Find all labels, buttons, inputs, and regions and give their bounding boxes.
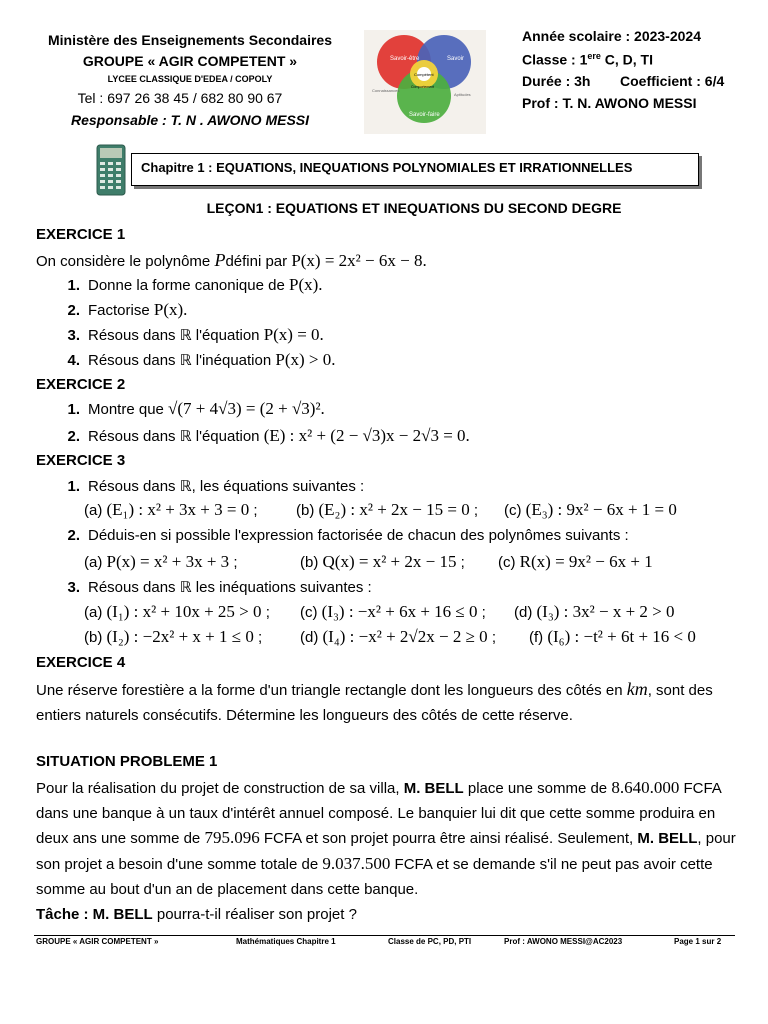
sit-text: FCFA et son projet pourra être ainsi réalisé. Seulement,: [259, 830, 638, 848]
ministry-name: Ministère des Enseignements Secondaires: [48, 32, 332, 48]
part-label: (b): [296, 502, 315, 519]
ex1-intro-math: P(x) = 2x² − 6x − 8.: [291, 251, 427, 270]
sit-amount: 8.640.000: [611, 778, 680, 797]
part-math: (I₄) : −x² + 2√2x − 2 ≥ 0: [322, 627, 488, 646]
class-sup: ere: [587, 51, 601, 61]
part-sep: ;: [265, 604, 270, 621]
part-label: (d): [300, 629, 319, 646]
part-label: (f): [529, 629, 544, 646]
ex3-q3-a: [84, 602, 270, 622]
item-text: Résous dans ℝ l'équation: [88, 428, 264, 445]
item-math: √(7 + 4√3) = (2 + √3)².: [168, 399, 325, 418]
item-text: Résous dans ℝ les inéquations suivantes :: [88, 579, 372, 596]
school-year: Année scolaire : 2023-2024: [522, 28, 701, 44]
item-math: P(x).: [288, 275, 323, 294]
item-text: Donne la forme canonique de: [88, 277, 289, 294]
school-name: LYCEE CLASSIQUE D'EDEA / COPOLY: [107, 74, 273, 84]
part-math: (I₃) : −x² + 6x + 16 ≤ 0: [321, 602, 478, 621]
logo-label-savoir-faire: Savoir-faire: [409, 112, 440, 118]
ex2-item-2: [36, 426, 470, 446]
item-text: Factorise: [88, 302, 154, 319]
footer-prof: Prof : AWONO MESSI@AC2023: [504, 937, 623, 946]
chapter-title: Chapitre 1 : EQUATIONS, INEQUATIONS POLYNOMIALES ET IRRATIONNELLES: [141, 160, 633, 175]
ex1-item-3: [36, 325, 324, 345]
ex1-intro-text2: défini par: [225, 253, 292, 270]
item-number: 2.: [67, 302, 80, 319]
part-label: (a): [84, 604, 103, 621]
ex1-item-2: [36, 300, 187, 320]
part-label: (c): [300, 604, 318, 621]
item-text: Résous dans ℝ, les équations suivantes :: [88, 478, 365, 495]
chapter-box: [131, 153, 699, 186]
item-text: Résous dans ℝ l'équation: [88, 327, 264, 344]
sit-name: M. BELL: [403, 780, 464, 797]
sit-text: Pour la réalisation du projet de construction de sa villa,: [36, 780, 404, 797]
item-text: Déduis-en si possible l'expression factorisée de chacun des polynômes suivants :: [88, 527, 629, 544]
ex3-q2-a: [84, 552, 238, 572]
sit-amount: 9.037.500: [322, 854, 391, 874]
logo-label-savoir-etre: Savoir-être: [390, 56, 420, 62]
logo-label-aptitudes: Aptitudes: [454, 92, 471, 97]
ex1-intro-var: P: [214, 250, 226, 270]
ex3-q3-f: [529, 627, 696, 647]
item-text: Montre que: [88, 401, 169, 418]
item-number: 1.: [67, 401, 80, 418]
coefficient: Coefficient : 6/4: [620, 73, 725, 89]
sit-task-text: pourra-t-il réaliser son projet ?: [152, 905, 357, 923]
footer-subject: Mathématiques Chapitre 1: [236, 937, 336, 946]
exercise-2-title: EXERCICE 2: [36, 376, 126, 393]
ex3-q1-a: [84, 500, 258, 520]
ex3-q3-d: [514, 602, 675, 622]
part-sep: ;: [460, 554, 465, 571]
ex3-q2-b: [300, 552, 465, 572]
part-math: (I₂) : −2x² + x + 1 ≤ 0: [106, 627, 254, 646]
footer-page: Page 1 sur 2: [674, 937, 722, 946]
calculator-icon: [96, 144, 126, 196]
situation-title: SITUATION PROBLEME 1: [36, 753, 218, 770]
ex1-item-1: [36, 275, 323, 295]
exercise-4-title: EXERCICE 4: [36, 654, 126, 671]
ex3-q3-b: [84, 627, 262, 647]
sit-text: FCFA et se demande s'il ne peut pas avoir cette somme au bout d'un an de placement dans cette banque.: [36, 856, 713, 898]
item-number: 3.: [67, 327, 80, 344]
group-name: GROUPE « AGIR COMPETENT »: [82, 53, 298, 69]
class-info: [522, 51, 653, 68]
exercise-1-intro: [36, 250, 427, 271]
logo-label-comportement: Comportement: [411, 85, 435, 89]
phone-numbers: Tel : 697 26 38 45 / 682 80 90 67: [77, 90, 283, 106]
competence-logo: [364, 30, 486, 134]
part-sep: ;: [473, 502, 479, 519]
ex3-q3-c: [300, 602, 486, 622]
sit-text: place une somme de: [463, 780, 612, 797]
part-sep: ;: [491, 629, 497, 646]
part-math: (E₂) : x² + 2x − 15 = 0: [318, 500, 470, 519]
ex2-item-1: [36, 399, 325, 419]
ex3-q1-c: [504, 500, 677, 520]
item-number: 1.: [67, 478, 80, 495]
ex3-q2-c: [498, 552, 653, 572]
part-math: Q(x) = x² + 2x − 15: [322, 552, 457, 571]
item-number: 2.: [67, 527, 80, 544]
item-number: 1.: [67, 277, 80, 294]
part-math: P(x) = x² + 3x + 3: [106, 552, 230, 571]
logo-label-savoir: Savoir: [447, 56, 465, 62]
part-sep: ;: [253, 502, 258, 519]
part-label: (c): [504, 502, 522, 519]
ex1-intro-text: On considère le polynôme: [36, 253, 215, 270]
item-math: P(x).: [153, 300, 188, 319]
part-math: (I₃) : 3x² − x + 2 > 0: [536, 602, 675, 621]
ex3-q1: [36, 477, 364, 495]
class-suffix: C, D, TI: [600, 51, 654, 68]
footer-group: GROUPE « AGIR COMPETENT »: [36, 937, 159, 946]
part-label: (a): [84, 554, 103, 571]
footer-rule: [34, 935, 735, 936]
prof-name: Prof : T. N. AWONO MESSI: [522, 95, 697, 111]
part-label: (b): [84, 629, 103, 646]
sit-name: M. BELL: [637, 830, 698, 848]
footer-classes: Classe de PC, PD, PTI: [388, 937, 472, 946]
exercise-1-title: EXERCICE 1: [36, 226, 126, 243]
sit-text: FCFA dans une banque à un taux d'intérêt annuel composé. Le banquier lui dit que cette somme produira en deux ans une somme de: [36, 780, 721, 848]
exercise-4-text: [36, 677, 736, 728]
ex4-unit: km: [626, 679, 648, 699]
ex1-item-4: [36, 350, 336, 370]
ex3-q2: [36, 527, 629, 544]
ex3-q3: [36, 578, 372, 596]
item-math: (E) : x² + (2 − √3)x − 2√3 = 0.: [263, 426, 470, 445]
part-label: (d): [514, 604, 533, 621]
item-number: 2.: [67, 428, 80, 445]
item-math: P(x) = 0.: [263, 325, 324, 344]
item-number: 3.: [67, 579, 80, 596]
part-label: (b): [300, 554, 319, 571]
duration: Durée : 3h: [522, 73, 591, 89]
sit-amount: 795.096: [204, 828, 260, 848]
part-sep: ;: [258, 629, 263, 646]
ex4-text-b: , sont des entiers naturels consécutifs. Détermine les longueurs des côtés de cette réserve.: [36, 682, 713, 724]
logo-label-competent: Compétent: [414, 72, 434, 77]
item-math: P(x) > 0.: [275, 350, 336, 369]
part-math: R(x) = 9x² − 6x + 1: [519, 552, 653, 571]
part-label: (c): [498, 554, 516, 571]
ex3-q1-b: [296, 500, 478, 520]
part-math: (E₁) : x² + 3x + 3 = 0: [106, 500, 250, 519]
ex3-q3-d2: [300, 627, 496, 647]
ex4-text-a: Une réserve forestière a la forme d'un triangle rectangle dont les longueurs des côtés en: [36, 682, 627, 699]
item-number: 4.: [67, 352, 80, 369]
part-label: (a): [84, 502, 103, 519]
part-sep: ;: [233, 554, 238, 571]
situation-text: [36, 776, 736, 927]
exercise-3-title: EXERCICE 3: [36, 452, 126, 469]
part-math: (I₆) : −t² + 6t + 16 < 0: [547, 627, 696, 646]
sit-task-label: Tâche : M. BELL: [36, 905, 153, 923]
item-text: Résous dans ℝ l'inéquation: [88, 352, 276, 369]
part-math: (E₃) : 9x² − 6x + 1 = 0: [525, 500, 677, 519]
responsible-name: Responsable : T. N . AWONO MESSI: [70, 112, 310, 128]
part-math: (I₁) : x² + 10x + 25 > 0: [106, 602, 262, 621]
part-sep: ;: [481, 604, 486, 621]
logo-label-connaissances: Connaissances: [372, 88, 400, 93]
class-prefix: Classe : 1: [522, 51, 588, 68]
lesson-title: LEÇON1 : EQUATIONS ET INEQUATIONS DU SECOND DEGRE: [206, 200, 622, 216]
sit-text: , pour son projet a besoin d'une somme totale de: [36, 830, 736, 874]
